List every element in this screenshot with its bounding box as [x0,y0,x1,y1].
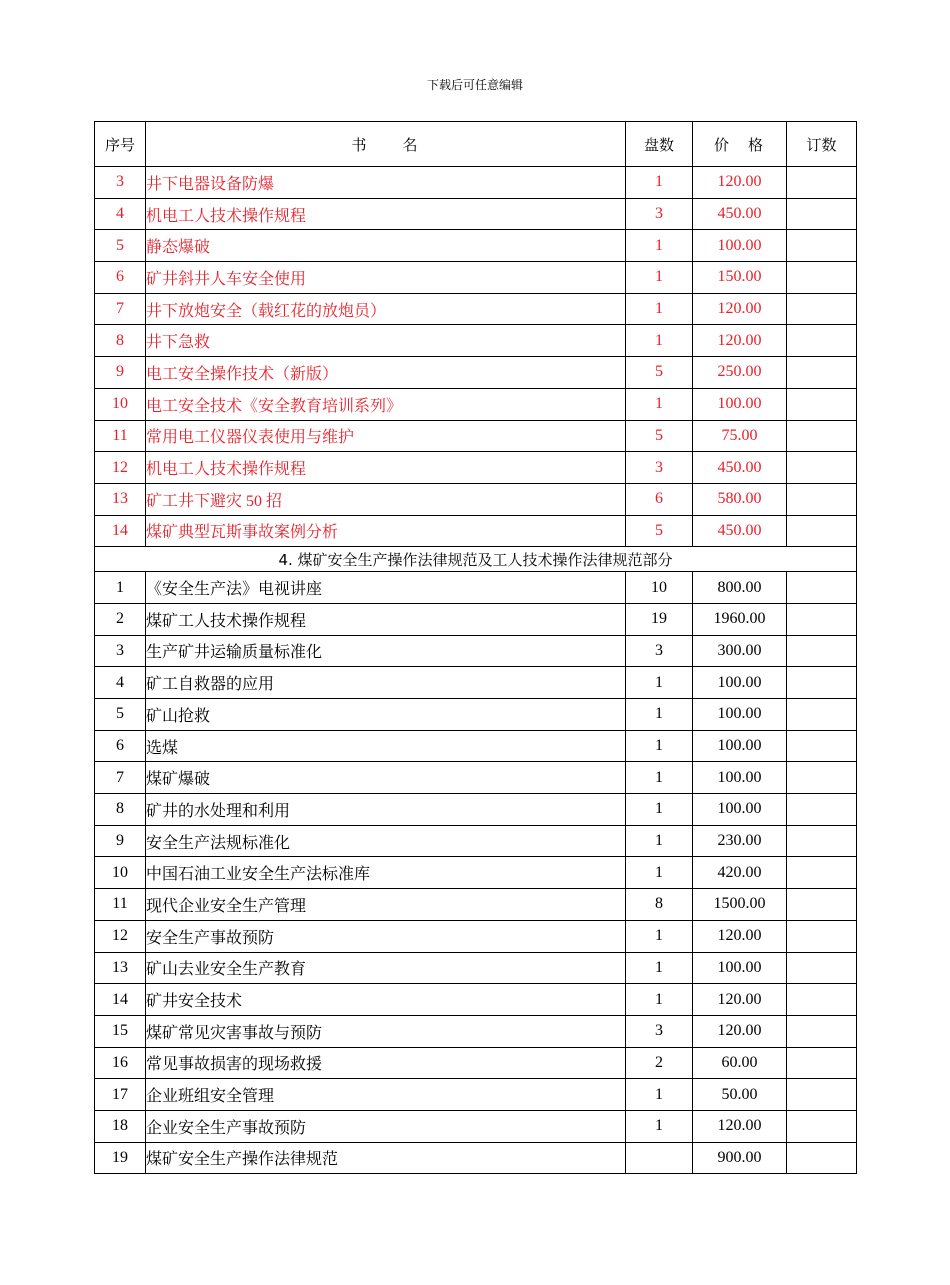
disc-count [626,1142,693,1174]
price: 75.00 [693,420,787,452]
price: 800.00 [693,572,787,604]
row-number: 2 [95,603,146,635]
book-title: 静态爆破 [146,230,626,262]
book-title: 中国石油工业安全生产法标准库 [146,857,626,889]
highlighted-rows [95,167,857,572]
table-row [95,167,857,199]
book-title: 煤矿常见灾害事故与预防 [146,1015,626,1047]
price: 100.00 [693,730,787,762]
order-quantity-cell[interactable] [787,262,857,294]
disc-count: 1 [626,857,693,889]
order-quantity-cell[interactable] [787,952,857,984]
book-title: 井下电器设备防爆 [146,167,626,199]
book-title: 井下放炮安全（载红花的放炮员） [146,293,626,325]
book-title: 机电工人技术操作规程 [146,198,626,230]
book-title: 生产矿井运输质量标准化 [146,635,626,667]
table-row [95,794,857,826]
row-number: 17 [95,1079,146,1111]
book-title: 常用电工仪器仪表使用与维护 [146,420,626,452]
row-number: 6 [95,262,146,294]
row-number: 7 [95,762,146,794]
table-row [95,262,857,294]
order-quantity-cell[interactable] [787,420,857,452]
order-quantity-cell[interactable] [787,515,857,547]
price: 150.00 [693,262,787,294]
disc-count: 5 [626,420,693,452]
price: 120.00 [693,167,787,199]
table-row [95,1047,857,1079]
book-catalog-table [94,121,857,1174]
row-number: 6 [95,730,146,762]
price: 420.00 [693,857,787,889]
book-title: 常见事故损害的现场救援 [146,1047,626,1079]
table-row [95,483,857,515]
order-quantity-cell[interactable] [787,794,857,826]
disc-count: 10 [626,572,693,604]
price: 100.00 [693,794,787,826]
order-quantity-cell[interactable] [787,825,857,857]
table-row [95,857,857,889]
disc-count: 6 [626,483,693,515]
table-row [95,230,857,262]
disc-count: 5 [626,357,693,389]
book-title: 矿工自救器的应用 [146,667,626,699]
order-quantity-cell[interactable] [787,293,857,325]
row-number: 19 [95,1142,146,1174]
price: 450.00 [693,198,787,230]
table-row [95,952,857,984]
section-rows [95,572,857,1174]
price: 120.00 [693,1110,787,1142]
disc-count: 1 [626,1079,693,1111]
order-quantity-cell[interactable] [787,388,857,420]
disc-count: 1 [626,730,693,762]
book-title: 企业班组安全管理 [146,1079,626,1111]
table-row [95,325,857,357]
price: 100.00 [693,388,787,420]
book-title: 矿井的水处理和利用 [146,794,626,826]
price: 100.00 [693,699,787,731]
row-number: 9 [95,357,146,389]
disc-count: 1 [626,262,693,294]
disc-count: 19 [626,603,693,635]
disc-count: 3 [626,1015,693,1047]
row-number: 15 [95,1015,146,1047]
disc-count: 1 [626,293,693,325]
book-title: 矿山抢救 [146,699,626,731]
book-title: 选煤 [146,730,626,762]
table-row [95,762,857,794]
order-quantity-cell[interactable] [787,230,857,262]
table-row [95,1015,857,1047]
disc-count: 1 [626,825,693,857]
disc-count: 2 [626,1047,693,1079]
table-row [95,730,857,762]
table-row [95,667,857,699]
row-number: 4 [95,667,146,699]
row-number: 7 [95,293,146,325]
book-title: 矿山去业安全生产教育 [146,952,626,984]
book-title: 电工安全技术《安全教育培训系列》 [146,388,626,420]
table-row [95,889,857,921]
disc-count: 1 [626,167,693,199]
book-title: 机电工人技术操作规程 [146,452,626,484]
price: 60.00 [693,1047,787,1079]
row-number: 5 [95,230,146,262]
book-title: 煤矿典型瓦斯事故案例分析 [146,515,626,547]
order-quantity-cell[interactable] [787,357,857,389]
order-quantity-cell[interactable] [787,603,857,635]
table-row [95,420,857,452]
column-header-discs: 盘数 [626,122,693,167]
book-title: 矿工井下避灾 50 招 [146,483,626,515]
disc-count: 1 [626,699,693,731]
order-quantity-cell[interactable] [787,984,857,1016]
table-row [95,1142,857,1174]
order-quantity-cell[interactable] [787,452,857,484]
price: 100.00 [693,667,787,699]
disc-count: 5 [626,515,693,547]
disc-count: 1 [626,762,693,794]
column-header-no: 序号 [95,122,146,167]
price: 230.00 [693,825,787,857]
row-number: 4 [95,198,146,230]
table-row [95,572,857,604]
table-row [95,635,857,667]
table-header-row [95,122,857,167]
column-header-order: 订数 [787,122,857,167]
disc-count: 3 [626,198,693,230]
disc-count: 3 [626,635,693,667]
price: 900.00 [693,1142,787,1174]
row-number: 5 [95,699,146,731]
order-quantity-cell[interactable] [787,1047,857,1079]
table-row [95,515,857,547]
order-quantity-cell[interactable] [787,889,857,921]
price: 1500.00 [693,889,787,921]
order-quantity-cell[interactable] [787,325,857,357]
book-title: 现代企业安全生产管理 [146,889,626,921]
row-number: 12 [95,920,146,952]
order-quantity-cell[interactable] [787,730,857,762]
row-number: 3 [95,167,146,199]
price: 300.00 [693,635,787,667]
table-row [95,198,857,230]
book-title: 《安全生产法》电视讲座 [146,572,626,604]
book-title: 电工安全操作技术（新版） [146,357,626,389]
table-row [95,603,857,635]
table-row [95,1110,857,1142]
column-header-price: 价 格 [693,122,787,167]
price: 100.00 [693,230,787,262]
row-number: 18 [95,1110,146,1142]
table-row [95,357,857,389]
disc-count: 3 [626,452,693,484]
order-quantity-cell[interactable] [787,572,857,604]
book-title: 矿井安全技术 [146,984,626,1016]
order-quantity-cell[interactable] [787,1079,857,1111]
table-row [95,452,857,484]
book-title: 矿井斜井人车安全使用 [146,262,626,294]
row-number: 10 [95,388,146,420]
book-title: 安全生产法规标准化 [146,825,626,857]
disc-count: 1 [626,388,693,420]
disc-count: 1 [626,667,693,699]
page-header-note: 下载后可任意编辑 [426,78,523,92]
row-number: 11 [95,420,146,452]
disc-count: 1 [626,984,693,1016]
book-title: 煤矿工人技术操作规程 [146,603,626,635]
order-quantity-cell[interactable] [787,762,857,794]
book-title: 井下急救 [146,325,626,357]
order-quantity-cell[interactable] [787,857,857,889]
disc-count: 1 [626,794,693,826]
price: 100.00 [693,952,787,984]
disc-count: 1 [626,325,693,357]
row-number: 14 [95,515,146,547]
order-quantity-cell[interactable] [787,167,857,199]
table-row [95,825,857,857]
book-title: 企业安全生产事故预防 [146,1110,626,1142]
disc-count: 1 [626,952,693,984]
order-quantity-cell[interactable] [787,1110,857,1142]
book-title: 安全生产事故预防 [146,920,626,952]
disc-count: 1 [626,230,693,262]
order-quantity-cell[interactable] [787,667,857,699]
row-number: 9 [95,825,146,857]
order-quantity-cell[interactable] [787,1015,857,1047]
price: 120.00 [693,1015,787,1047]
order-quantity-cell[interactable] [787,699,857,731]
row-number: 14 [95,984,146,1016]
price: 120.00 [693,325,787,357]
table-row [95,984,857,1016]
table-row [95,388,857,420]
row-number: 8 [95,325,146,357]
row-number: 16 [95,1047,146,1079]
price: 120.00 [693,984,787,1016]
disc-count: 1 [626,920,693,952]
table-row [95,920,857,952]
disc-count: 1 [626,1110,693,1142]
price: 1960.00 [693,603,787,635]
row-number: 8 [95,794,146,826]
row-number: 13 [95,483,146,515]
price: 100.00 [693,762,787,794]
order-quantity-cell[interactable] [787,635,857,667]
book-title: 煤矿安全生产操作法律规范 [146,1142,626,1174]
table-row [95,1079,857,1111]
table-row [95,293,857,325]
price: 120.00 [693,293,787,325]
price: 450.00 [693,515,787,547]
row-number: 10 [95,857,146,889]
order-quantity-cell[interactable] [787,483,857,515]
row-number: 11 [95,889,146,921]
price: 250.00 [693,357,787,389]
order-quantity-cell[interactable] [787,920,857,952]
column-header-name: 书 名 [146,122,626,167]
price: 580.00 [693,483,787,515]
price: 450.00 [693,452,787,484]
row-number: 13 [95,952,146,984]
disc-count: 8 [626,889,693,921]
order-quantity-cell[interactable] [787,198,857,230]
section-title-row [95,547,857,572]
table-row [95,699,857,731]
row-number: 12 [95,452,146,484]
row-number: 1 [95,572,146,604]
price: 50.00 [693,1079,787,1111]
price: 120.00 [693,920,787,952]
row-number: 3 [95,635,146,667]
book-title: 煤矿爆破 [146,762,626,794]
section-title: 4. 煤矿安全生产操作法律规范及工人技术操作法律规范部分 [95,547,857,572]
order-quantity-cell[interactable] [787,1142,857,1174]
